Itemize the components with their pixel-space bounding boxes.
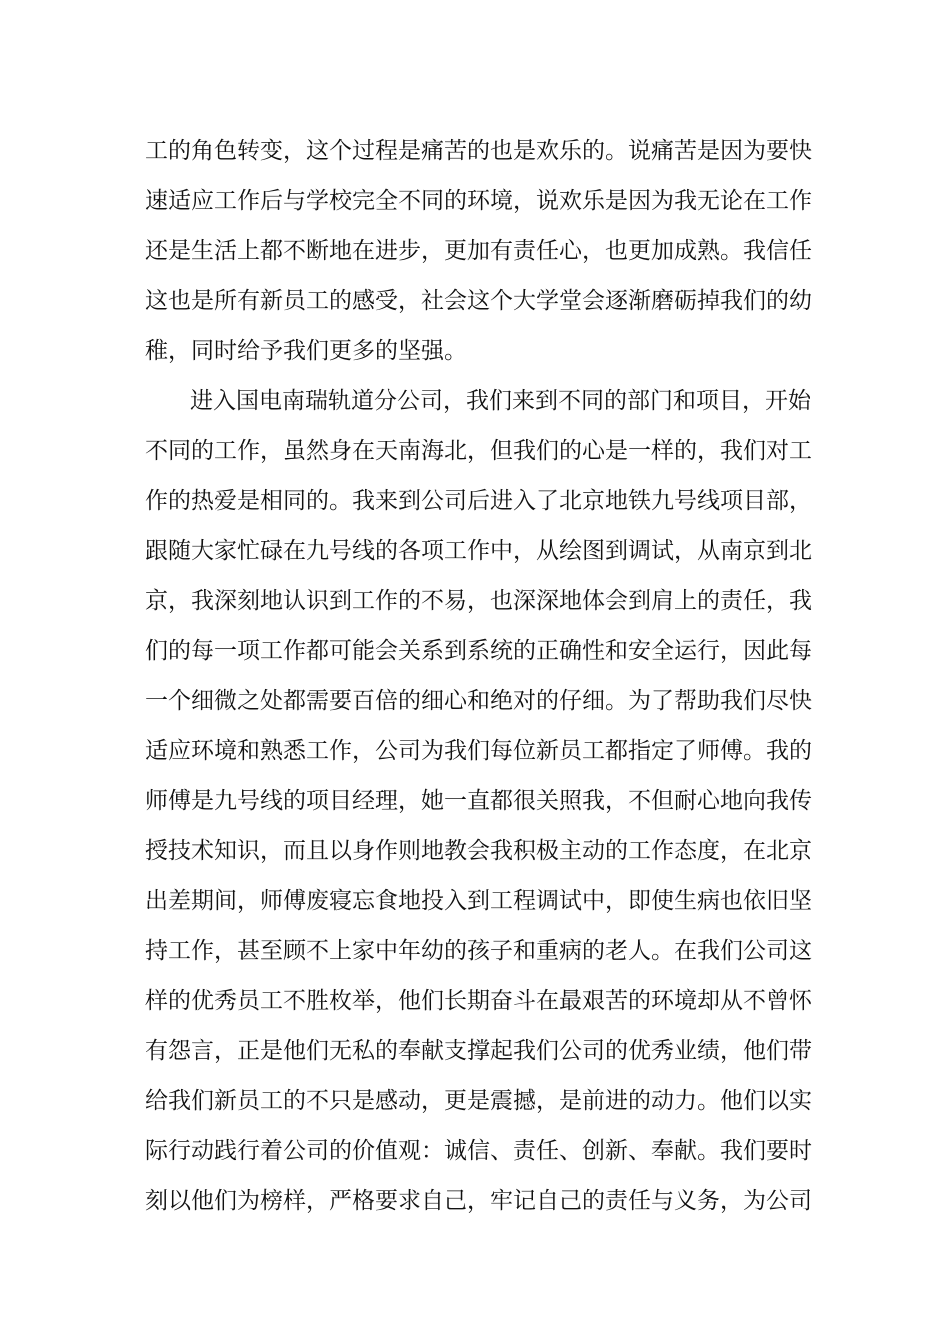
paragraph-1-line-3: 还是生活上都不断地在进步，更加有责任心，也更加成熟。我信任 — [145, 238, 812, 264]
paragraph-2-line-7: 一个细微之处都需要百倍的细心和绝对的仔细。为了帮助我们尽快 — [145, 688, 812, 714]
paragraph-2-line-10: 授技术知识，而且以身作则地教会我积极主动的工作态度，在北京 — [145, 838, 812, 864]
paragraph-2-line-12: 持工作，甚至顾不上家中年幼的孩子和重病的老人。在我们公司这 — [145, 938, 812, 964]
paragraph-2-line-17: 刻以他们为榜样，严格要求自己，牢记自己的责任与义务，为公司 — [145, 1188, 812, 1214]
paragraph-2-line-4: 跟随大家忙碌在九号线的各项工作中，从绘图到调试，从南京到北 — [145, 538, 812, 564]
paragraph-2-line-9: 师傅是九号线的项目经理，她一直都很关照我，不但耐心地向我传 — [145, 788, 812, 814]
paragraph-1-line-4: 这也是所有新员工的感受，社会这个大学堂会逐渐磨砺掉我们的幼 — [145, 288, 812, 314]
paragraph-2-line-14: 有怨言，正是他们无私的奉献支撑起我们公司的优秀业绩，他们带 — [145, 1038, 812, 1064]
paragraph-1-line-5: 稚，同时给予我们更多的坚强。 — [145, 338, 467, 364]
paragraph-2-line-8: 适应环境和熟悉工作，公司为我们每位新员工都指定了师傅。我的 — [145, 738, 812, 764]
paragraph-2-line-13: 样的优秀员工不胜枚举，他们长期奋斗在最艰苦的环境却从不曾怀 — [145, 988, 812, 1014]
paragraph-2-line-5: 京，我深刻地认识到工作的不易，也深深地体会到肩上的责任，我 — [145, 588, 812, 614]
paragraph-1-line-1: 工的角色转变，这个过程是痛苦的也是欢乐的。说痛苦是因为要快 — [145, 138, 812, 164]
paragraph-2-line-11: 出差期间，师傅废寝忘食地投入到工程调试中，即使生病也依旧坚 — [145, 888, 812, 914]
paragraph-2-line-6: 们的每一项工作都可能会关系到系统的正确性和安全运行，因此每 — [145, 638, 812, 664]
paragraph-2-line-2: 不同的工作，虽然身在天南海北，但我们的心是一样的，我们对工 — [145, 438, 812, 464]
paragraph-2-line-1: 进入国电南瑞轨道分公司，我们来到不同的部门和项目，开始 — [190, 388, 811, 414]
paragraph-1-line-2: 速适应工作后与学校完全不同的环境，说欢乐是因为我无论在工作 — [145, 188, 812, 214]
paragraph-2-line-15: 给我们新员工的不只是感动，更是震撼，是前进的动力。他们以实 — [145, 1088, 812, 1114]
paragraph-2-line-16: 际行动践行着公司的价值观：诚信、责任、创新、奉献。我们要时 — [145, 1138, 812, 1164]
paragraph-2-line-3: 作的热爱是相同的。我来到公司后进入了北京地铁九号线项目部， — [145, 488, 812, 514]
